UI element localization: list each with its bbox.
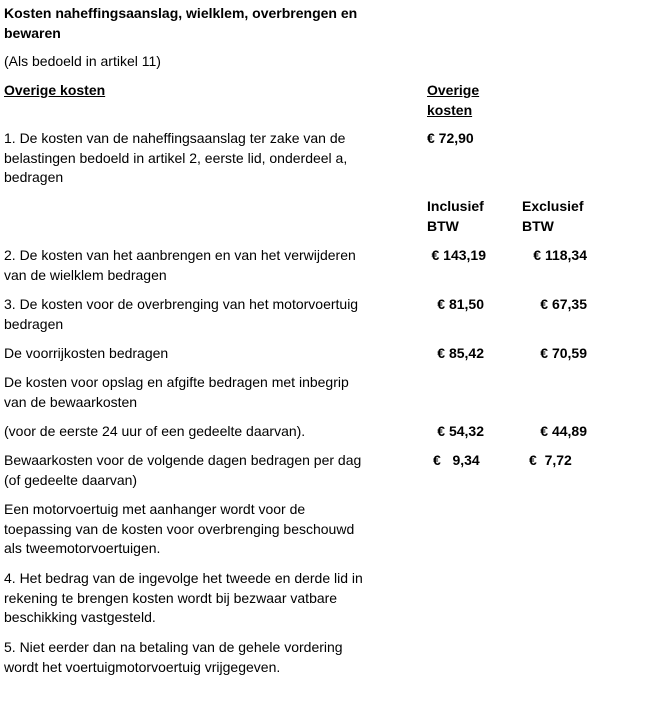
paragraph-line-2: wordt het voertuigmotorvoertuig vrijgegeven. [4, 658, 281, 675]
exclusief-line-2: BTW [522, 217, 554, 234]
table-row [4, 344, 404, 364]
row-text-line-1: 3. De kosten voor de overbrenging van het motorvoertuig [4, 296, 359, 312]
row-text-line-1: Bewaarkosten voor de volgende dagen bedragen per dag [4, 452, 362, 468]
row-inclusief-amount: € 85,42 [437, 345, 484, 361]
inclusief-line-2: BTW [427, 217, 459, 234]
paragraph-line-1: 4. Het bedrag van de ingevolge het tweede en derde lid in [4, 570, 363, 586]
row-exclusief-amount: € 7,72 [529, 452, 572, 468]
column-header-exclusief [522, 197, 583, 236]
row-inclusief-amount: € 9,34 [433, 452, 480, 468]
paragraph-line-3: als tweemotorvoertuigen. [4, 540, 161, 556]
header-overige-kosten: Overige kosten [4, 82, 106, 98]
row-text-line-1: De voorrijkosten bedragen [4, 345, 169, 361]
row-text-line-1: 2. De kosten van het aanbrengen en van het verwijderen [4, 247, 356, 263]
row-inclusief-amount: € 54,32 [437, 423, 484, 439]
item-1-line-3: bedragen [4, 169, 64, 185]
row-text-line-1: De kosten voor opslag en afgifte bedragen met inbegrip [4, 374, 349, 390]
table-row [4, 246, 404, 285]
paragraph-line-2: rekening te brengen kosten wordt bij bezwaar vatbare [4, 589, 338, 606]
title-line-2: bewaren [4, 24, 61, 41]
header-overige-kosten-column [427, 81, 479, 120]
row-text-line-2: bedragen [4, 315, 64, 332]
title-line-1: Kosten naheffingsaanslag, wielklem, overbrengen en [4, 5, 358, 21]
row-text-line-1: (voor de eerste 24 uur of een gedeelte daarvan). [4, 423, 306, 439]
paragraph-line-1: 5. Niet eerder dan na betaling van de gehele vordering [4, 639, 343, 655]
paragraph-item-4 [4, 569, 424, 628]
row-exclusief-amount: € 70,59 [540, 345, 587, 361]
item-1-line-1: 1. De kosten van de naheffingsaanslag ter zake van de [4, 130, 346, 146]
inclusief-line-1: Inclusief [427, 198, 484, 214]
document-title [4, 4, 424, 43]
paragraph-line-3: beschikking vastgesteld. [4, 609, 156, 625]
header-column-line-1: Overige [427, 82, 480, 98]
row-text-line-2: van de bewaarkosten [4, 393, 138, 410]
table-row [4, 451, 404, 490]
table-row [4, 373, 404, 412]
item-1-amount: € 72,90 [427, 130, 474, 146]
paragraph-line-2: toepassing van de kosten voor overbrenging beschouwd [4, 520, 355, 537]
item-1-line-2: belastingen bedoeld in artikel 2, eerste lid, onderdeel a, [4, 149, 348, 166]
paragraph-item-5 [4, 638, 424, 677]
row-text-line-2: (of gedeelte daarvan) [4, 471, 138, 488]
subtitle: (Als bedoeld in artikel 11) [4, 53, 161, 69]
table-row [4, 295, 404, 334]
paragraph-aanhanger [4, 500, 424, 559]
column-header-inclusief [427, 197, 484, 236]
row-exclusief-amount: € 118,34 [533, 247, 587, 263]
row-inclusief-amount: € 143,19 [431, 247, 486, 263]
row-exclusief-amount: € 44,89 [540, 423, 587, 439]
row-exclusief-amount: € 67,35 [540, 296, 587, 312]
table-row [4, 422, 404, 442]
paragraph-line-1: Een motorvoertuig met aanhanger wordt voor de [4, 501, 306, 517]
row-inclusief-amount: € 81,50 [437, 296, 484, 312]
item-1-text [4, 129, 404, 188]
exclusief-line-1: Exclusief [522, 198, 584, 214]
header-column-line-2: kosten [427, 101, 473, 118]
row-text-line-2: van de wielklem bedragen [4, 266, 167, 283]
